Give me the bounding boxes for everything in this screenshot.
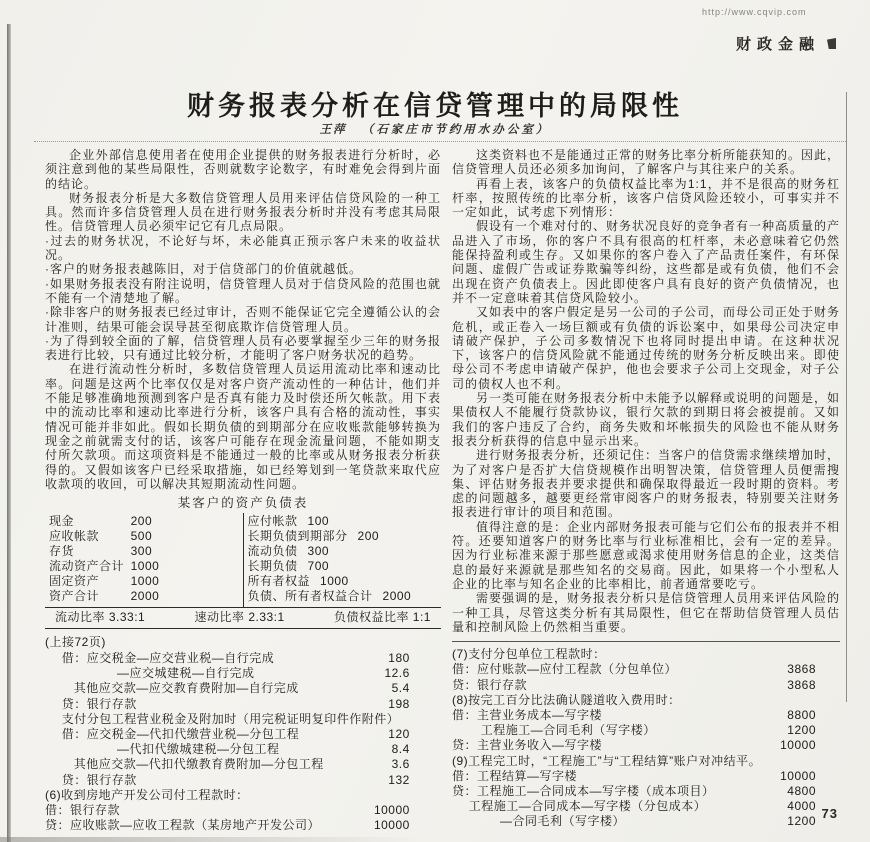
entry-value: 10000 (780, 768, 816, 783)
row-value: 200 (130, 514, 153, 529)
left-column (45, 148, 441, 833)
bullet-item: ·为了得到较全面的了解，信贷管理人员有必要掌握至少三年的财务报表进行比较，只有通过比较分析，才能明了客户财务状况的趋势。 (45, 333, 441, 363)
table-row (49, 514, 239, 529)
journal-entry-line (452, 723, 840, 738)
continued-section-left (45, 635, 441, 834)
row-label: 存货 (49, 544, 75, 559)
paragraph: 需要强调的是，财务报表分析只是信贷管理人员用来评估风险的一种工具，尽管这类分析有其局限性，但它在帮助信贷管理人员估量和控制风险上仍然相当重要。 (452, 591, 841, 634)
entry-value: 180 (388, 650, 410, 665)
row-value: 300 (130, 544, 153, 559)
entry-value: 1200 (787, 723, 816, 738)
watermark-url: http://www.cqvip.com (702, 7, 807, 17)
journal-entry-line (452, 738, 840, 753)
section-ornament-icon (827, 38, 836, 49)
entry-value: 12.6 (384, 666, 410, 681)
entry-value: 5.4 (391, 681, 410, 696)
entry-value (410, 788, 441, 803)
row-label: 应收帐款 (49, 529, 100, 544)
entry-text: (6)收到房地产开发公司付工程款时： (45, 787, 249, 802)
row-label: 长期负债 (247, 559, 298, 574)
table-row (49, 544, 239, 559)
right-column (452, 148, 840, 830)
journal-entry-line (45, 788, 441, 803)
entry-value: 8800 (787, 707, 816, 722)
entry-text: 贷：银行存款 (452, 677, 528, 692)
row-label: 负债、所有者权益合计 (247, 589, 373, 604)
ratio-row (45, 608, 441, 628)
liabilities-column (244, 513, 442, 607)
page-number: 73 (821, 806, 838, 821)
entry-text: 支付分包工程营业税金及附加时（用完税证明复印件作附件） (61, 711, 400, 726)
journal-entry-line (45, 712, 441, 727)
journal-entry-line (452, 814, 840, 829)
table-row (49, 589, 239, 604)
row-label: 流动负债 (247, 544, 298, 559)
header-divider (34, 141, 846, 142)
paragraph: 另一类可能在财务报表分析中未能予以解释或说明的问题是，如果债权人不能履行贷款协议，银行欠款的到期日将会被提前。又如我们的客户违反了合约，商务失败和坏帐损失的风险也不能从财务报表分析获得的信息中显示出来。 (452, 391, 841, 448)
author-name: 王萍 (319, 124, 347, 136)
journal-entry-line (452, 754, 840, 769)
entry-value: 1200 (787, 814, 816, 829)
row-value: 200 (357, 529, 380, 544)
row-value: 500 (130, 529, 153, 544)
journal-entry-line (45, 742, 441, 757)
journal-entry-line (452, 662, 840, 677)
journal-entry-line (452, 784, 840, 799)
row-label: 资产合计 (49, 589, 100, 604)
entry-value: 120 (388, 726, 410, 741)
entry-text: —应交城建税—自行完成 (117, 666, 255, 681)
row-label: 流动资产合计 (49, 559, 125, 574)
row-value: 1000 (130, 559, 160, 574)
row-label: 固定资产 (49, 574, 100, 589)
bullet-item: ·客户的财务报表越陈旧，对于信贷部门的价值就越低。 (45, 262, 362, 277)
entry-text: —代扣代缴城建税—分包工程 (117, 742, 280, 757)
entry-text: 借：银行存款 (45, 802, 121, 817)
journal-entry-line (45, 727, 441, 742)
scan-edge-artifact (0, 837, 420, 842)
journal-entry-line (45, 773, 441, 788)
entry-text: 其他应交款—应交教育费附加—自行完成 (73, 681, 299, 696)
journal-entry-line (452, 678, 840, 693)
journal-entry-line (45, 757, 441, 772)
row-value: 700 (307, 559, 330, 574)
entry-text: 借：应交税金—代扣代缴营业税—分包工程 (61, 726, 300, 741)
entry-text: 贷：主营业务收入—写字楼 (452, 738, 603, 753)
paragraph: 值得注意的是：企业内部财务报表可能与它们公布的报表并不相符。还要知道客户的财务比率与行业标准相比，会有一定的差异。因为行业标准来源于那些愿意或渴求使用财务信息的企业，这类信息的最好来源就是那些知名的交易商。因此，如果将一个小型私人企业的比率与知名企业的比率相比，前者通常要吃亏。 (452, 519, 841, 591)
journal-entry-line (45, 651, 441, 666)
table-title: 某客户的资产负债表 (177, 496, 309, 511)
scan-edge-line (846, 92, 847, 702)
journal-entry-line (452, 799, 840, 814)
entry-value: 3868 (787, 677, 816, 692)
paragraph: 在进行流动性分析时，多数信贷管理人员运用流动比率和速动比率。问题是这两个比率仅仅是对客户资产流动性的一种估计，他们并不能足够准确地预测到客户是否真有能力及时偿还所欠帐款。用下表中的流动比率和速动比率进行分析，该客户具有合格的流动性，事实情况可能并非如此。假如长期负债的到期部分在应收账款能够转换为现金之前就需支付的话，该客户可能存在现金流量问题，不能如期支付所欠款项。而这项资料是不能通过一般的比率或从财务报表分析获得的。又假如该客户已经采取措施，如已经筹划到一笔贷款来取代应收款项的收回，可以解决其短期流动性问题。 (45, 362, 441, 491)
entry-text: 贷：银行存款 (61, 696, 137, 711)
entry-text: 借：工程结算—写字楼 (452, 768, 578, 783)
row-value: 2000 (382, 589, 412, 604)
paragraph: 又如表中的客户假定是另一公司的子公司，而母公司正处于财务危机，或正卷入一场巨额或有负债的诉讼案中，如果母公司决定申请破产保护，子公司多数情况下也将同时提出申请。在这种状况下，该客户的信贷风险就不能通过传统的财务分析反映出来。即使母公司不考虑申请破产保护，他也会要求子公司上交现金，对子公司的债权人也不利。 (452, 305, 841, 391)
row-value: 100 (307, 514, 330, 529)
row-value: 300 (307, 544, 330, 559)
journal-entry-line (452, 647, 840, 662)
table-row (248, 514, 438, 529)
section-header (736, 33, 836, 54)
entry-value: 3868 (787, 662, 816, 677)
paragraph: 再看上表，该客户的负债权益比率为1:1，并不是很高的财务杠杆率，按照传统的比率分析，该客户信贷风险还较小，可事实并不一定如此，试考虑下列情形： (452, 176, 840, 220)
entry-value: 10000 (373, 802, 410, 817)
paragraph: 财务报表分析是大多数信贷管理人员用来评估信贷风险的一种工具。然而许多信贷管理人员在进行财务报表分析时并没有考虑其局限性。信贷管理人员必须牢记它有几点局限。 (45, 190, 441, 234)
table-row (49, 574, 239, 589)
bullet-item: ·过去的财务状况，不论好与坏，未必能真正预示客户未来的收益状况。 (45, 233, 441, 263)
entry-text: 贷：应收账款—应收工程款（某房地产开发公司） (45, 818, 321, 833)
entry-value: 10000 (780, 738, 816, 753)
entry-value: 8.4 (391, 742, 410, 757)
row-value: 2000 (130, 589, 160, 604)
paragraph: 企业外部信息使用者在使用企业提供的财务报表进行分析时，必须注意到他的某些局限性，否则就数字论数字，有时难免会得到片面的结论。 (45, 148, 441, 191)
entry-value: 132 (388, 772, 410, 787)
entry-text: —合同毛利（写字楼） (500, 814, 626, 829)
journal-entry-line (452, 708, 840, 723)
journal-entry-line (452, 769, 840, 784)
ratio-item: 流动比率 3.33:1 (55, 610, 146, 625)
journal-entry-line (45, 666, 441, 681)
row-label: 现金 (49, 514, 75, 529)
entry-text: 工程施工—合同成本—写字楼（分包成本） (468, 799, 707, 814)
paragraph: 进行财务报表分析，还须记住：当客户的信贷需求继续增加时，为了对客户是否扩大信贷规模作出明智决策，信贷管理人员便需搜集、评估财务报表并要求提供和确保取得最近一段时期的资料。考虑的问题越多，越要更经常审阅客户的财务报表，特别要关注财务报表进行审计的项目和范围。 (452, 448, 841, 520)
journal-entry-line (45, 681, 441, 696)
table-row (49, 529, 239, 544)
entry-text: 借：主营业务成本—写字楼 (452, 707, 603, 722)
entry-text: (7)支付分包单位工程款时： (452, 647, 606, 662)
entry-text: 贷：工程施工—合同成本—写字楼（成本项目） (452, 783, 715, 798)
entry-text: 工程施工—合同毛利（写字楼） (480, 723, 656, 738)
entry-value (816, 754, 840, 769)
continued-marker: (上接72页) (45, 634, 106, 649)
entry-text: 贷：银行存款 (61, 772, 137, 787)
paragraph: 这类资料也不是能通过正常的财务比率分析所能获知的。因此，信贷管理人员还必须多加询问，了解客户与其往来户的关系。 (452, 148, 841, 177)
journal-entry-line (45, 818, 441, 833)
ratio-item: 负债权益比率 1:1 (333, 610, 431, 625)
journal-entry-line (45, 697, 441, 712)
ratio-item: 速动比率 2.33:1 (194, 610, 285, 625)
table-row (248, 559, 438, 574)
article-title: 财务报表分析在信贷管理中的局限性 (187, 91, 683, 121)
entry-text: 借：应付账款—应付工程款（分包单位） (452, 662, 678, 677)
table-row (248, 574, 438, 589)
journal-entry-line (45, 803, 441, 818)
entry-text: (8)按完工百分比法确认隧道收入费用时： (452, 692, 681, 707)
entry-value: 198 (388, 696, 410, 711)
table-row (248, 544, 438, 559)
entry-text: (9)工程完工时，“工程施工”与“工程结算”账户对冲结平。 (452, 753, 762, 768)
paragraph: 假设有一个难对付的、财务状况良好的竞争者有一种高质量的产品进入了市场，你的客户不具有很高的杠杆率，未必意味着它仍然能保持盈利或生存。又如果你的客户卷入了产品责任案件，有环保问题、虚假广告或证券欺骗等纠纷，这些都是或有负债，他们不会出现在资产负债表上。因此即使客户具有良好的资产负债情况，也并不一定意味着其信贷风险较小。 (452, 219, 841, 305)
table-row (248, 529, 438, 544)
journal-entry-line (452, 693, 840, 708)
assets-column (45, 513, 244, 607)
entry-value (816, 647, 840, 662)
row-value: 1000 (130, 574, 160, 589)
table-row (248, 589, 438, 604)
entry-value: 4800 (787, 783, 816, 798)
bullet-item: ·如果财务报表没有附注说明，信贷管理人员对于信贷风险的范围也就不能有一个清楚地了解。 (45, 276, 441, 305)
row-value: 1000 (320, 574, 349, 589)
entry-value: 10000 (373, 818, 410, 833)
row-label: 所有者权益 (247, 574, 311, 589)
entry-text: 借：应交税金—应交营业税—自行完成 (61, 650, 275, 665)
article-byline (0, 121, 870, 137)
continued-section-right (452, 641, 840, 829)
balance-sheet-table (45, 496, 441, 629)
bullet-item: ·除非客户的财务报表已经过审计，否则不能保证它完全遵循公认的会计准则，结果可能会误导甚至彻底欺诈信贷管理人员。 (45, 305, 441, 334)
entry-value: 3.6 (391, 757, 410, 772)
row-label: 长期负债到期部分 (247, 529, 348, 544)
entry-value (816, 693, 840, 708)
row-label: 应付帐款 (247, 514, 298, 529)
author-affiliation: （石家庄市节约用水办公室） (361, 124, 551, 136)
entry-value (410, 712, 441, 727)
scan-edge-artifact (7, 24, 11, 842)
entry-text: 其他应交款—代扣代缴教育费附加—分包工程 (73, 757, 324, 772)
entry-value: 4000 (787, 799, 816, 814)
table-row (49, 559, 239, 574)
section-title: 财政金融 (735, 36, 820, 53)
table-body (45, 513, 441, 608)
